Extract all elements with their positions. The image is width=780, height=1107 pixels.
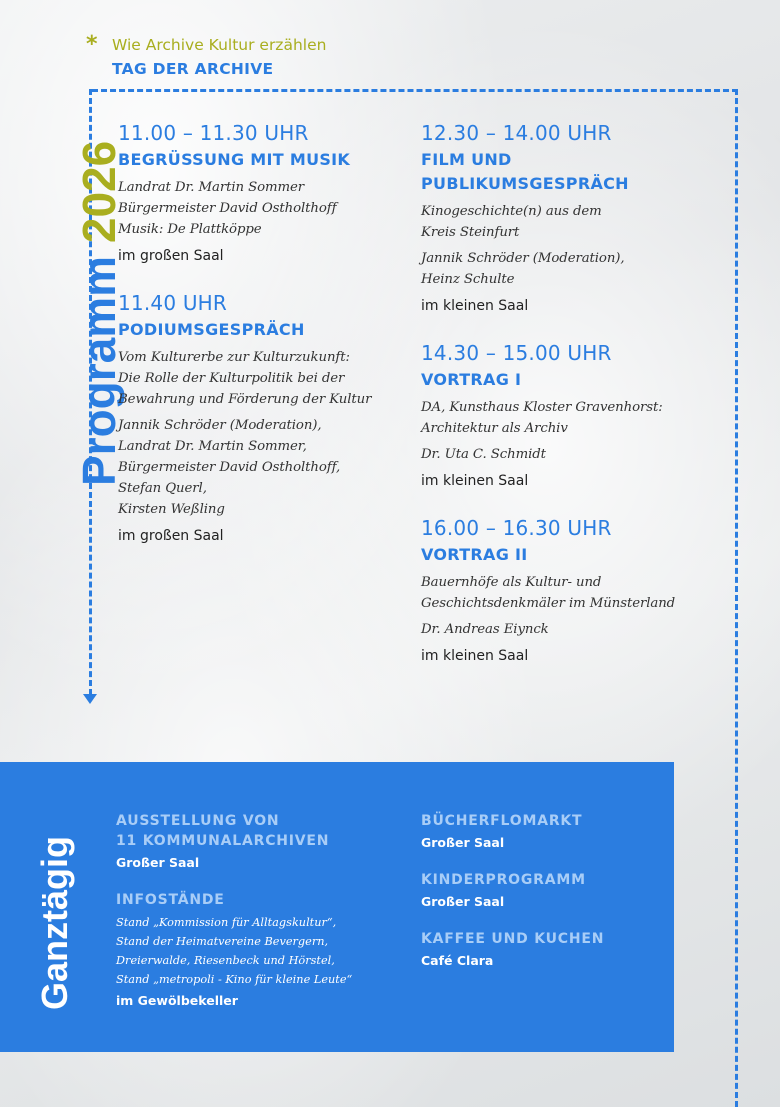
allday-location: im Gewölbekeller: [116, 993, 238, 1008]
allday-item: [421, 811, 661, 852]
description-line: Bürgermeister David Ostholthoff: [118, 201, 337, 216]
program-location: im kleinen Saal: [421, 473, 529, 489]
description-line: Landrat Dr. Martin Sommer: [118, 180, 305, 195]
program-description: [421, 572, 721, 640]
description-line: Bauernhöfe als Kultur- und: [421, 575, 602, 590]
description-line: Architektur als Archiv: [421, 421, 568, 436]
speaker-line: Dr. Andreas Eiynck: [421, 622, 549, 637]
event-title: TAG DER ARCHIVE: [112, 60, 274, 78]
allday-location: Großer Saal: [421, 835, 505, 850]
description-line: Kinogeschichte(n) aus dem: [421, 204, 602, 219]
description-line: Dreierwalde, Riesenbeck und Hörstel,: [116, 954, 335, 967]
allday-description: [116, 913, 416, 989]
program-title: BEGRÜSSUNG MIT MUSIK: [118, 150, 351, 169]
asterisk-icon: *: [86, 32, 98, 57]
speaker-line: Jannik Schröder (Moderation),: [421, 251, 625, 266]
program-title: FILM UND PUBLIKUMSGESPRÄCH: [421, 150, 629, 193]
program-year: 2026: [73, 140, 125, 244]
program-location: im kleinen Saal: [421, 648, 529, 664]
program-item: [421, 342, 721, 491]
program-time: 11.40 UHR: [118, 291, 227, 315]
allday-item: [421, 929, 661, 970]
program-time: 12.30 – 14.00 UHR: [421, 121, 612, 145]
allday-heading: INFOSTÄNDE: [116, 892, 225, 908]
program-time: 11.00 – 11.30 UHR: [118, 121, 309, 145]
program-time: 14.30 – 15.00 UHR: [421, 341, 612, 365]
program-location: im großen Saal: [118, 528, 224, 544]
program-word: Programm: [73, 255, 125, 486]
allday-column-left: [116, 811, 416, 1028]
program-location: im großen Saal: [118, 248, 224, 264]
description-line: Die Rolle der Kulturpolitik bei der: [118, 371, 345, 386]
program-description: [421, 201, 721, 290]
program-description: [421, 397, 721, 465]
arrow-down-icon: [83, 694, 97, 704]
event-subtitle: Wie Archive Kultur erzählen: [112, 36, 327, 54]
program-title: VORTRAG I: [421, 370, 522, 389]
speaker-line: Landrat Dr. Martin Sommer,: [118, 439, 307, 454]
description-line: Stand „Kommission für Alltagskultur“,: [116, 916, 337, 929]
speaker-line: Bürgermeister David Ostholthoff,: [118, 460, 341, 475]
speaker-line: Heinz Schulte: [421, 272, 515, 287]
allday-column-right: [421, 811, 661, 988]
program-title: VORTRAG II: [421, 545, 528, 564]
dashed-line-right: [735, 89, 738, 1107]
description-line: Geschichtsdenkmäler im Münsterland: [421, 596, 676, 611]
program-description: [118, 177, 408, 240]
program-column-right: [421, 122, 721, 692]
description-line: Musik: De Plattköppe: [118, 222, 262, 237]
program-location: im kleinen Saal: [421, 298, 529, 314]
allday-location: Café Clara: [421, 953, 494, 968]
program-title: PODIUMSGESPRÄCH: [118, 320, 305, 339]
speaker-line: Stefan Querl,: [118, 481, 207, 496]
program-description: [118, 347, 408, 520]
allday-heading: BÜCHERFLOMARKT: [421, 813, 583, 829]
program-item: [118, 122, 408, 266]
description-line: Stand der Heimatvereine Bevergern,: [116, 935, 329, 948]
allday-item: [116, 811, 416, 872]
program-item: [421, 517, 721, 666]
description-line: Kreis Steinfurt: [421, 225, 520, 240]
speaker-line: Dr. Uta C. Schmidt: [421, 447, 546, 462]
allday-heading: KINDERPROGRAMM: [421, 872, 586, 888]
allday-location: Großer Saal: [421, 894, 505, 909]
allday-location: Großer Saal: [116, 855, 200, 870]
allday-side-title: Ganztägig: [34, 835, 75, 1010]
speaker-line: Kirsten Weßling: [118, 502, 225, 517]
program-time: 16.00 – 16.30 UHR: [421, 516, 612, 540]
allday-heading: KAFFEE UND KUCHEN: [421, 931, 605, 947]
speaker-line: Jannik Schröder (Moderation),: [118, 418, 322, 433]
program-item: [421, 122, 721, 316]
description-line: Vom Kulturerbe zur Kulturzukunft:: [118, 350, 350, 365]
description-line: Bewahrung und Förderung der Kultur: [118, 392, 372, 407]
allday-heading: AUSSTELLUNG VON 11 KOMMUNALARCHIVEN: [116, 813, 330, 849]
description-line: Stand „metropoli - Kino für kleine Leute“: [116, 973, 353, 986]
description-line: DA, Kunsthaus Kloster Gravenhorst:: [421, 400, 663, 415]
allday-item: [116, 890, 416, 1010]
program-item: [118, 292, 408, 546]
program-column-left: [118, 122, 408, 572]
allday-item: [421, 870, 661, 911]
dashed-line-top: [92, 89, 738, 92]
